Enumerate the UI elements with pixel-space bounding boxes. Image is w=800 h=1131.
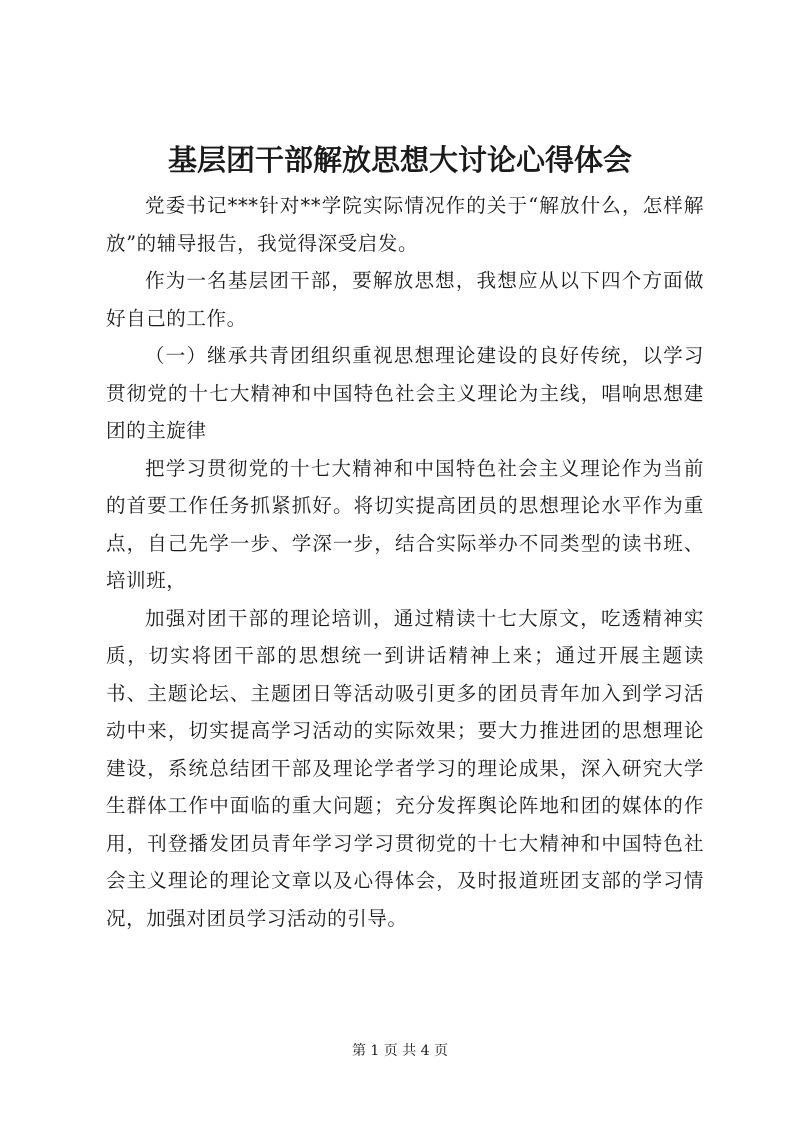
page-number-footer: 第 1 页 共 4 页 xyxy=(351,1043,449,1059)
paragraph-1: 党委书记***针对**学院实际情况作的关于“解放什么，怎样解放”的辅导报告，我觉得深受启发。 xyxy=(106,194,704,255)
paragraph-3: （一）继承共青团组织重视思想理论建设的良好传统，以学习贯彻党的十七大精神和中国特色社会主义理论为主线，唱响思想建团的主旋律 xyxy=(106,344,704,442)
document-title: 基层团干部解放思想大讨论心得体会 xyxy=(167,143,632,177)
document-body xyxy=(106,187,704,937)
paragraph-4: 把学习贯彻党的十七大精神和中国特色社会主义理论作为当前的首要工作任务抓紧抓好。将切实提高团员的思想理论水平作为重点，自己先学一步、学深一步，结合实际举办不同类型的读书班、培训班， xyxy=(106,456,704,592)
paragraph-2: 作为一名基层团干部，要解放思想，我想应从以下四个方面做好自己的工作。 xyxy=(106,269,704,330)
paragraph-5: 加强对团干部的理论培训，通过精读十七大原文，吃透精神实质，切实将团干部的思想统一到讲话精神上来；通过开展主题读书、主题论坛、主题团日等活动吸引更多的团员青年加入到学习活动中来，切实提高学习活动的实际效果；要大力推进团的思想理论建设，系统总结团干部及理论学者学习的理论成果，深入研究大学生群体工作中面临的重大问题；充分发挥舆论阵地和团的媒体的作用，刊登播发团员青年学习学习贯彻党的十七大精神和中国特色社会主义理论的理论文章以及心得体会，及时报道班团支部的学习情况，加强对团员学习活动的引导。 xyxy=(106,606,704,930)
